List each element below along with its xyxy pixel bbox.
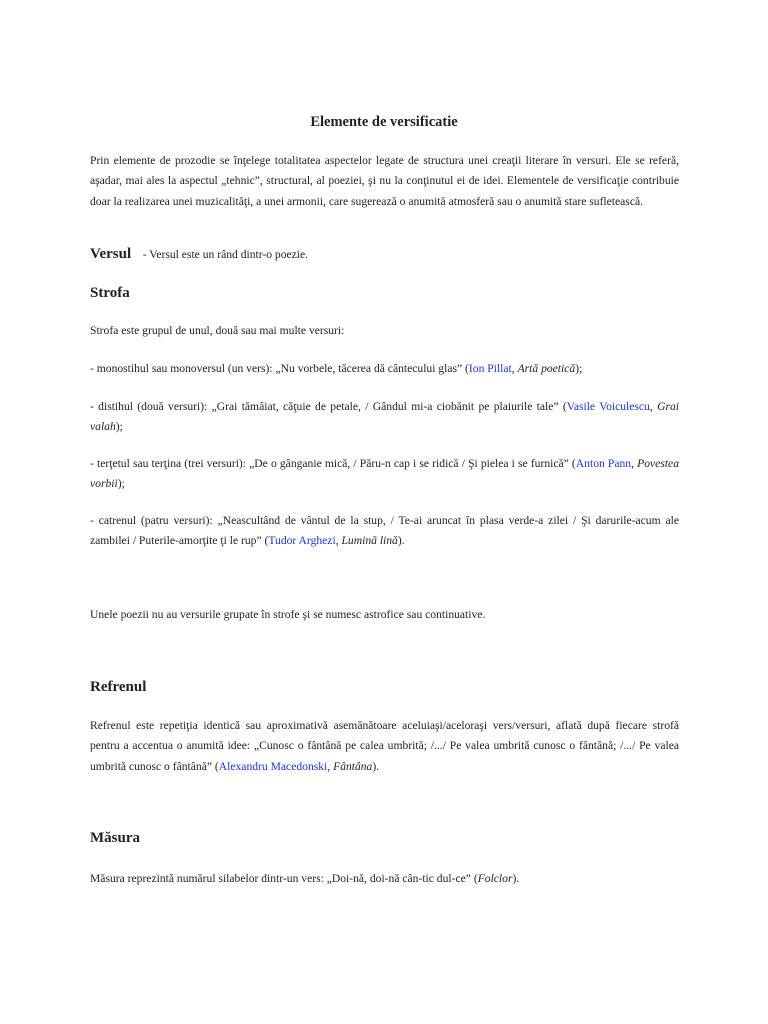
author-link[interactable]: Alexandru Macedonski bbox=[218, 759, 328, 773]
separator: , bbox=[649, 400, 658, 413]
separator: , bbox=[327, 759, 334, 773]
item-text: - monostihul sau monoversul (un vers): „Nu vorbele, tăcerea dă cântecului glas” ( bbox=[90, 362, 469, 375]
versul-paragraph bbox=[90, 244, 679, 265]
strofa-intro: Strofa este grupul de unul, două sau mai multe versuri: bbox=[90, 324, 345, 337]
work-title: Povestea vorbii bbox=[90, 457, 680, 491]
masura-text: Măsura reprezintă numărul silabelor dintr-un vers: „Doi-nă, doi-nă cân-tic dul-ce” ( bbox=[90, 872, 478, 885]
versul-text: - Versul este un rând dintr-o poezie. bbox=[142, 248, 309, 261]
separator: , bbox=[631, 457, 638, 470]
author-link[interactable]: Ion Pillat bbox=[468, 362, 512, 375]
separator: , bbox=[335, 534, 342, 548]
item-end: ); bbox=[117, 477, 125, 491]
item-text: - terţetul sau terţina (trei versuri): „De o gânganie mică, / Păru-n cap i se ridică / Şi pielea i se furnică” ( bbox=[90, 457, 576, 470]
work-title: Artă poetică bbox=[517, 362, 576, 375]
strofa-item-monostih bbox=[90, 359, 679, 379]
page-title: Elemente de versificatie bbox=[310, 114, 458, 130]
item-end: ); bbox=[115, 420, 123, 434]
item-end: ). bbox=[512, 872, 520, 885]
refrenul-text: Refrenul este repetiţia identică sau aproximativă asemănătoare aceluiaşi/aceloraşi vers/versuri, aflată după fiecare strofă pentru a accentua o anumită idee: „Cunosc o fântână pe calea umbrită; /.../ Pe valea umbrită cunosc o fântână; /.../ Pe valea umbrită cunosc o fântână” ( bbox=[90, 719, 679, 773]
item-end: ). bbox=[372, 759, 380, 773]
work-title: Fântâna bbox=[333, 759, 373, 773]
separator: , bbox=[511, 362, 518, 375]
refrenul-paragraph bbox=[90, 716, 679, 777]
strofa-heading: Strofa bbox=[90, 285, 130, 301]
item-text: - distihul (două versuri): „Grai tămâiat, căţuie de petale, / Gândul mi-a ciobănit pe plaiurile tale” ( bbox=[90, 400, 567, 413]
strofa-item-catren bbox=[90, 511, 679, 552]
strofa-item-distih bbox=[90, 397, 679, 438]
author-link[interactable]: Anton Pann bbox=[575, 457, 632, 470]
author-link[interactable]: Vasile Voiculescu bbox=[566, 400, 650, 413]
strofa-item-tertet bbox=[90, 454, 679, 495]
work-title: Grai valah bbox=[90, 400, 679, 434]
work-title: Lumină lină bbox=[341, 534, 398, 548]
refrenul-heading: Refrenul bbox=[90, 679, 147, 695]
astrofic-note: Unele poezii nu au versurile grupate în strofe şi se numesc astrofice sau continuative. bbox=[90, 608, 486, 621]
masura-paragraph bbox=[90, 869, 679, 889]
item-end: ); bbox=[575, 362, 583, 375]
item-text: - catrenul (patru versuri): „Neascultând de vântul de la stup, / Te-ai aruncat în plasa verde-a zilei / Şi darurile-acum ale zambilei / Puterile-amorţite ţi le rup” ( bbox=[90, 514, 679, 548]
masura-heading: Măsura bbox=[90, 830, 140, 846]
item-end: ). bbox=[397, 534, 405, 548]
intro-paragraph: Prin elemente de prozodie se înţelege totalitatea aspectelor legate de structura unei creaţii literare în versuri. Ele se referă, aşadar, mai ales la aspectul „tehnic”, structural, al poeziei, şi nu la conţinutul ei de idei. Elementele de versificaţie contribuie doar la realizarea unei muzicalităţi, a unei armonii, care sugerează o anumită atmosferă sau o anumită stare sufletească. bbox=[90, 154, 679, 208]
work-title: Folclor bbox=[477, 872, 513, 885]
author-link[interactable]: Tudor Arghezi bbox=[268, 534, 336, 548]
versul-heading: Versul bbox=[90, 246, 132, 262]
